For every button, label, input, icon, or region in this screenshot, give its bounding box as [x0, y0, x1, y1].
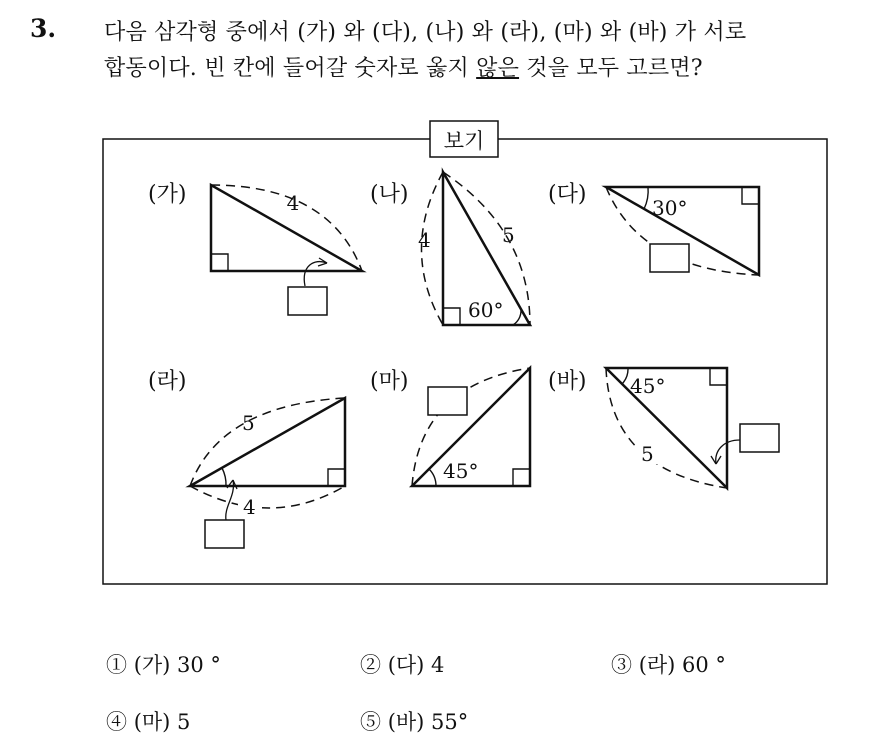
- triangle-ma-label: (마): [370, 369, 409, 394]
- choice-4-marker: ④: [106, 710, 127, 734]
- right-angle-mark: [328, 469, 345, 486]
- choice-4[interactable]: [106, 706, 190, 736]
- question-text-part: 것을 모두 고르면?: [519, 56, 703, 81]
- choice-3-text: (라) 60 °: [638, 653, 726, 677]
- triangle-ba-angle: 45°: [630, 374, 666, 398]
- right-angle-mark: [443, 308, 460, 325]
- triangle-na-side-hyp: 5: [502, 223, 515, 247]
- triangle-na-side-left: 4: [418, 228, 431, 252]
- choice-3[interactable]: [611, 649, 726, 679]
- triangle-ma: [370, 368, 530, 486]
- right-angle-mark: [211, 254, 228, 271]
- angle-arc: [429, 469, 436, 486]
- triangle-ra-label: (라): [148, 369, 187, 394]
- blank-box: [650, 244, 689, 272]
- dashed-arc: [190, 486, 345, 508]
- triangle-ra-shape: [190, 398, 345, 486]
- right-angle-mark: [742, 187, 759, 204]
- angle-arc: [513, 310, 521, 325]
- triangle-ga: [148, 182, 362, 315]
- triangle-ma-angle: 45°: [443, 459, 479, 483]
- blank-box: [740, 424, 779, 452]
- right-angle-mark: [513, 469, 530, 486]
- triangle-ba: [548, 368, 779, 488]
- choice-5[interactable]: [360, 706, 468, 736]
- choice-5-text: (바) 55°: [387, 710, 469, 734]
- choice-1[interactable]: [106, 649, 221, 679]
- triangle-da-label: (다): [548, 182, 587, 207]
- choice-2-marker: ②: [360, 653, 381, 677]
- blank-box: [288, 287, 327, 315]
- triangle-ga-side-label: 4: [286, 191, 300, 215]
- choice-2-text: (다) 4: [387, 653, 445, 677]
- question-text-part: 합동이다. 빈 칸에 들어갈 숫자로 옳지: [104, 56, 477, 81]
- blank-box: [428, 387, 467, 415]
- right-angle-mark: [710, 368, 727, 385]
- choice-1-marker: ①: [106, 653, 127, 677]
- question-text-line-1: 다음 삼각형 중에서 (가) 와 (다), (나) 와 (라), (마) 와 (바) 가 서로: [104, 20, 747, 45]
- angle-arc: [622, 368, 628, 384]
- triangle-na: [370, 172, 530, 325]
- triangle-na-label: (나): [370, 182, 409, 207]
- triangle-da-angle: 30°: [652, 196, 688, 220]
- triangle-ba-side: 5: [641, 442, 654, 466]
- triangle-na-angle: 60°: [468, 298, 504, 322]
- underlined-word: 않은: [476, 56, 520, 81]
- choice-3-marker: ③: [611, 653, 632, 677]
- triangle-ba-label: (바): [548, 369, 587, 394]
- triangle-ra-side-bottom: 4: [243, 495, 256, 519]
- choice-5-marker: ⑤: [360, 710, 381, 734]
- arrow-head: [227, 480, 237, 489]
- triangle-ra-side-hyp: 5: [242, 411, 255, 435]
- pointer-arrow: [304, 262, 327, 286]
- example-box-title: 보기: [443, 129, 485, 153]
- question-number: 3.: [30, 14, 57, 43]
- angle-arc: [222, 468, 226, 486]
- choice-2[interactable]: [360, 649, 444, 679]
- triangle-da: [548, 182, 759, 275]
- choice-1-text: (가) 30 °: [133, 653, 221, 677]
- angle-arc: [644, 187, 648, 209]
- triangle-ra: [148, 369, 345, 548]
- choice-4-text: (마) 5: [133, 710, 191, 734]
- triangle-ga-label: (가): [148, 182, 187, 207]
- blank-box: [205, 520, 244, 548]
